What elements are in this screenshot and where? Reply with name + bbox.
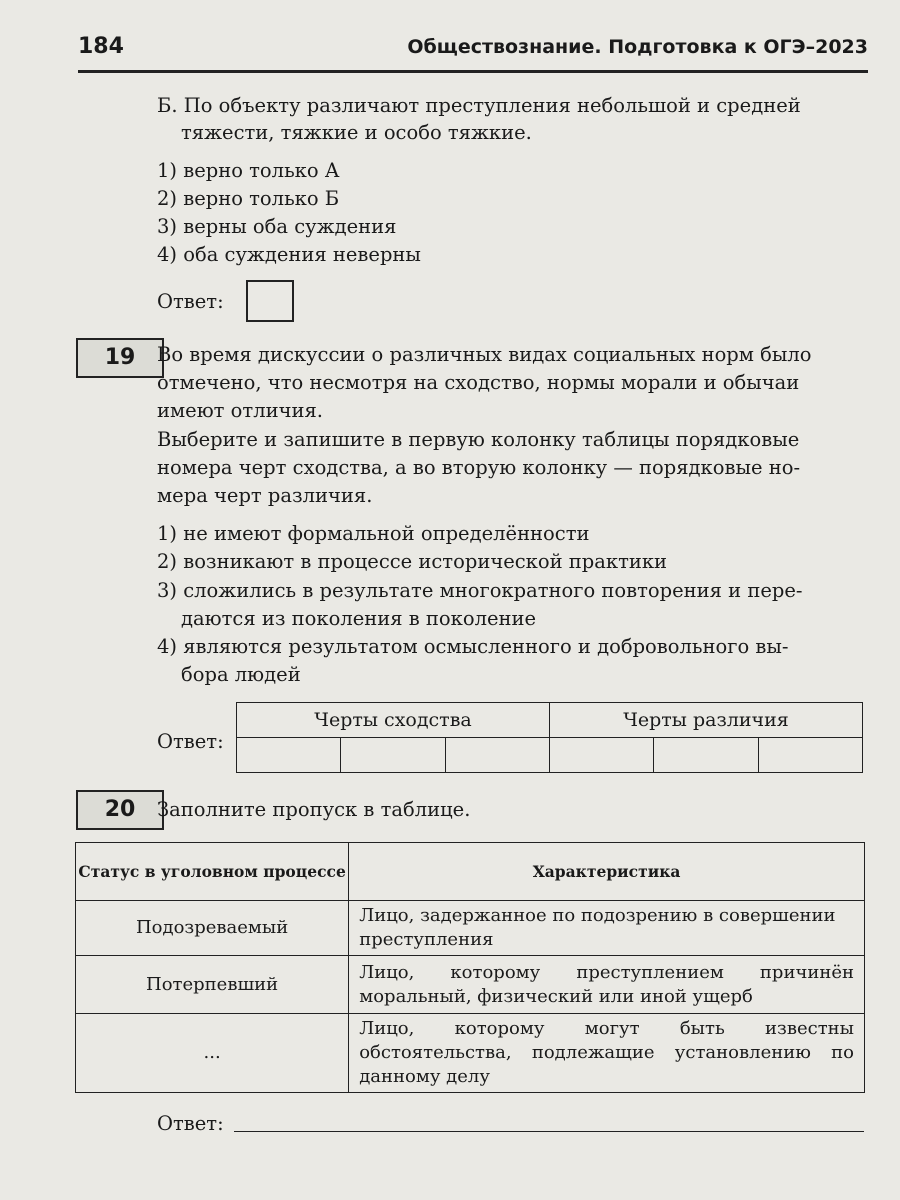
q20-answer-label: Ответ: xyxy=(157,1112,224,1135)
q19-text-line: имеют отличия. xyxy=(157,399,323,422)
q19-text-line: мера черт различия. xyxy=(157,484,373,507)
q18-answer-label: Ответ: xyxy=(157,290,224,313)
header-rule xyxy=(78,70,868,73)
answer-cell[interactable] xyxy=(237,738,341,773)
q20-answer-line[interactable] xyxy=(234,1131,864,1132)
answer-cell[interactable] xyxy=(550,738,654,773)
q19-option-line: 2) возникают в процессе исторической практики xyxy=(157,550,668,573)
characteristic-cell: Лицо, которому преступлением причинён моральный, физический или иной ущерб xyxy=(349,956,865,1014)
page-number: 184 xyxy=(78,34,124,59)
q19-text-line: отмечено, что несмотря на сходство, нормы морали и обычаи xyxy=(157,371,800,394)
q19-option-line: бора людей xyxy=(181,663,301,686)
page-header xyxy=(78,34,868,66)
question-number-20: 20 xyxy=(76,790,164,830)
q19-option-line: даются из поколения в поколение xyxy=(181,607,537,630)
q19-option-line: 3) сложились в результате многократного повторения и пере- xyxy=(157,579,803,602)
answer-cell[interactable] xyxy=(654,738,758,773)
answer-cell[interactable] xyxy=(758,738,862,773)
statement-b-line1: Б. По объекту различают преступления небольшой и средней xyxy=(157,94,801,117)
book-title: Обществознание. Подготовка к ОГЭ–2023 xyxy=(407,36,868,58)
q19-text-line: Выберите и запишите в первую колонку таблицы порядковые xyxy=(157,428,800,451)
header-differences: Черты различия xyxy=(550,703,863,738)
q19-answer-label: Ответ: xyxy=(157,730,224,753)
q20-table xyxy=(75,842,865,1093)
characteristic-cell: Лицо, задержанное по подозрению в совершении преступления xyxy=(349,901,865,956)
q19-text-line: Во время дискуссии о различных видах социальных норм было xyxy=(157,343,812,366)
characteristic-cell: Лицо, которому могут быть известны обстоятельства, подлежащие установлению по данному делу xyxy=(349,1014,865,1093)
q18-answer-box[interactable] xyxy=(246,280,294,322)
q18-option-2: 2) верно только Б xyxy=(157,187,340,210)
header-similarities: Черты сходства xyxy=(237,703,550,738)
q20-prompt: Заполните пропуск в таблице. xyxy=(157,798,471,821)
q18-option-4: 4) оба суждения неверны xyxy=(157,243,421,266)
q19-answer-table xyxy=(236,702,863,773)
q19-option-line: 4) являются результатом осмысленного и добровольного вы- xyxy=(157,635,789,658)
statement-b-line2: тяжести, тяжкие и особо тяжкие. xyxy=(181,121,532,144)
answer-cell[interactable] xyxy=(341,738,445,773)
column-header-status: Статус в уголовном процессе xyxy=(76,843,349,901)
status-cell: Подозреваемый xyxy=(76,901,349,956)
answer-cell[interactable] xyxy=(445,738,549,773)
status-cell: Потерпевший xyxy=(76,956,349,1014)
q18-option-1: 1) верно только А xyxy=(157,159,340,182)
q19-option-line: 1) не имеют формальной определённости xyxy=(157,522,590,545)
q19-text-line: номера черт сходства, а во вторую колонку — порядковые но- xyxy=(157,456,801,479)
column-header-characteristic: Характеристика xyxy=(349,843,865,901)
q18-option-3: 3) верны оба суждения xyxy=(157,215,397,238)
status-cell-blank[interactable]: ... xyxy=(76,1014,349,1093)
question-number-19: 19 xyxy=(76,338,164,378)
